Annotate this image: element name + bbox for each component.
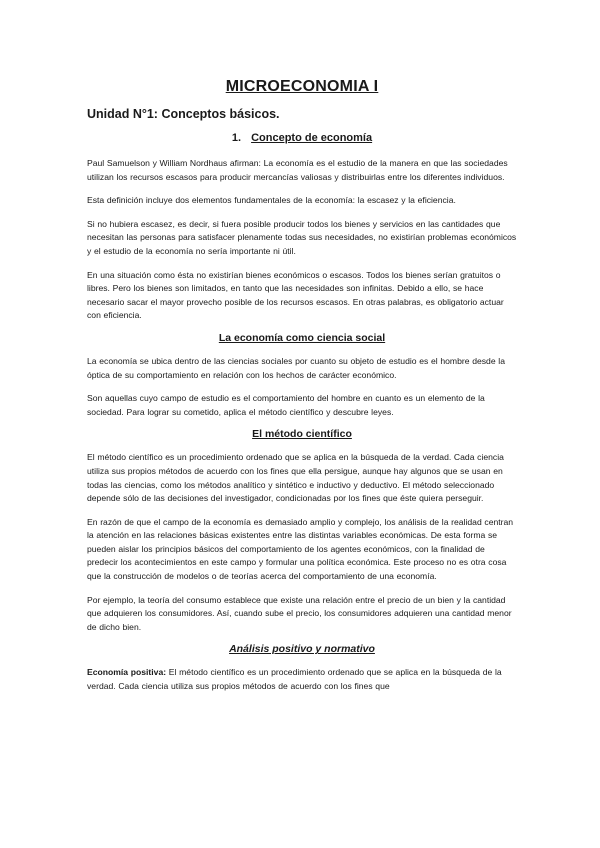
section-heading-metodo-cientifico: El método científico <box>252 428 352 441</box>
section-heading-ciencia-social: La economía como ciencia social <box>218 331 386 344</box>
paragraph: Esta definición incluye dos elementos fundamentales de la economía: la escasez y la eficiencia. <box>87 195 456 206</box>
paragraph: Por ejemplo, la teoría del consumo establece que existe una relación entre el precio de un bien y la cantidad que adquieren los consumidores. Así, cuando sube el precio, los consumidores adquieren una cantidad menor de dicho bien. <box>87 594 512 632</box>
paragraph: Si no hubiera escasez, es decir, si fuera posible producir todos los bienes y servicios en las cantidades que necesitan las personas para satisfacer plenamente todas sus necesidades, no existirían problemas económicos y el estudio de la economía no sería importante ni útil. <box>87 218 517 256</box>
section-number: 1. <box>231 132 242 144</box>
document-title: MICROECONOMIA I <box>225 78 379 95</box>
paragraph <box>87 666 517 693</box>
paragraph: Son aquellas cuyo campo de estudio es el comportamiento del hombre en cuanto es un elemento de la sociedad. Para lograr su cometido, aplica el método científico y descubre leyes. <box>87 393 485 417</box>
paragraph-text: El método científico es un procedimiento ordenado que se aplica en la búsqueda de la verdad. Cada ciencia utiliza sus propios métodos de acuerdo con los fines que <box>87 667 502 692</box>
paragraph-bold-label: Economía positiva: <box>87 667 167 678</box>
paragraph: En una situación como ésta no existirían bienes económicos o escasos. Todos los bienes serían gratuitos o libres. Pero los bienes son limitados, en tanto que las necesidades son infinitas. Debido a ello, se hace necesario sacar el mayor provecho posible de los recursos escasos. En otras palabras, es obligatorio actuar con eficiencia. <box>87 269 504 321</box>
unit-heading: Unidad N°1: Conceptos básicos. <box>87 107 280 121</box>
paragraph: En razón de que el campo de la economía es demasiado amplio y complejo, los análisis de la realidad centran la atención en las relaciones básicas existentes entre las distintas variables económicas. De esta forma se pueden aislar los principios básicos del comportamiento de los agentes económicos, con la finalidad de predecir los acontecimientos en este campo y formular una política económica. Este proceso no es otra cosa que la construcción de modelos o de teorías acerca del comportamiento de una economía. <box>87 516 514 582</box>
section-heading-concepto <box>87 131 517 145</box>
paragraph: Paul Samuelson y William Nordhaus afirman: La economía es el estudio de la manera en que las sociedades utilizan los recursos escasos para producir mercancías valiosas y distribuirlas entre los diferentes individuos. <box>87 158 508 182</box>
section-title: Concepto de economía <box>251 132 373 144</box>
paragraph: El método científico es un procedimiento ordenado que se aplica en la búsqueda de la verdad. Cada ciencia utiliza sus propios métodos de acuerdo con los fines que ella persigue, aunque hay algunos que se usan en todas las ciencias, como los métodos analítico y sintético e inductivo y deductivo. El método seleccionado depende sólo de las decisiones del investigador, condicionadas por los fines que éste quiera perseguir. <box>87 452 504 504</box>
paragraph: La economía se ubica dentro de las ciencias sociales por cuanto su objeto de estudio es el hombre desde la óptica de su comportamiento en relación con los hechos de carácter económico. <box>87 355 505 380</box>
document-content <box>87 78 517 694</box>
section-heading-analisis: Análisis positivo y normativo <box>229 643 375 656</box>
